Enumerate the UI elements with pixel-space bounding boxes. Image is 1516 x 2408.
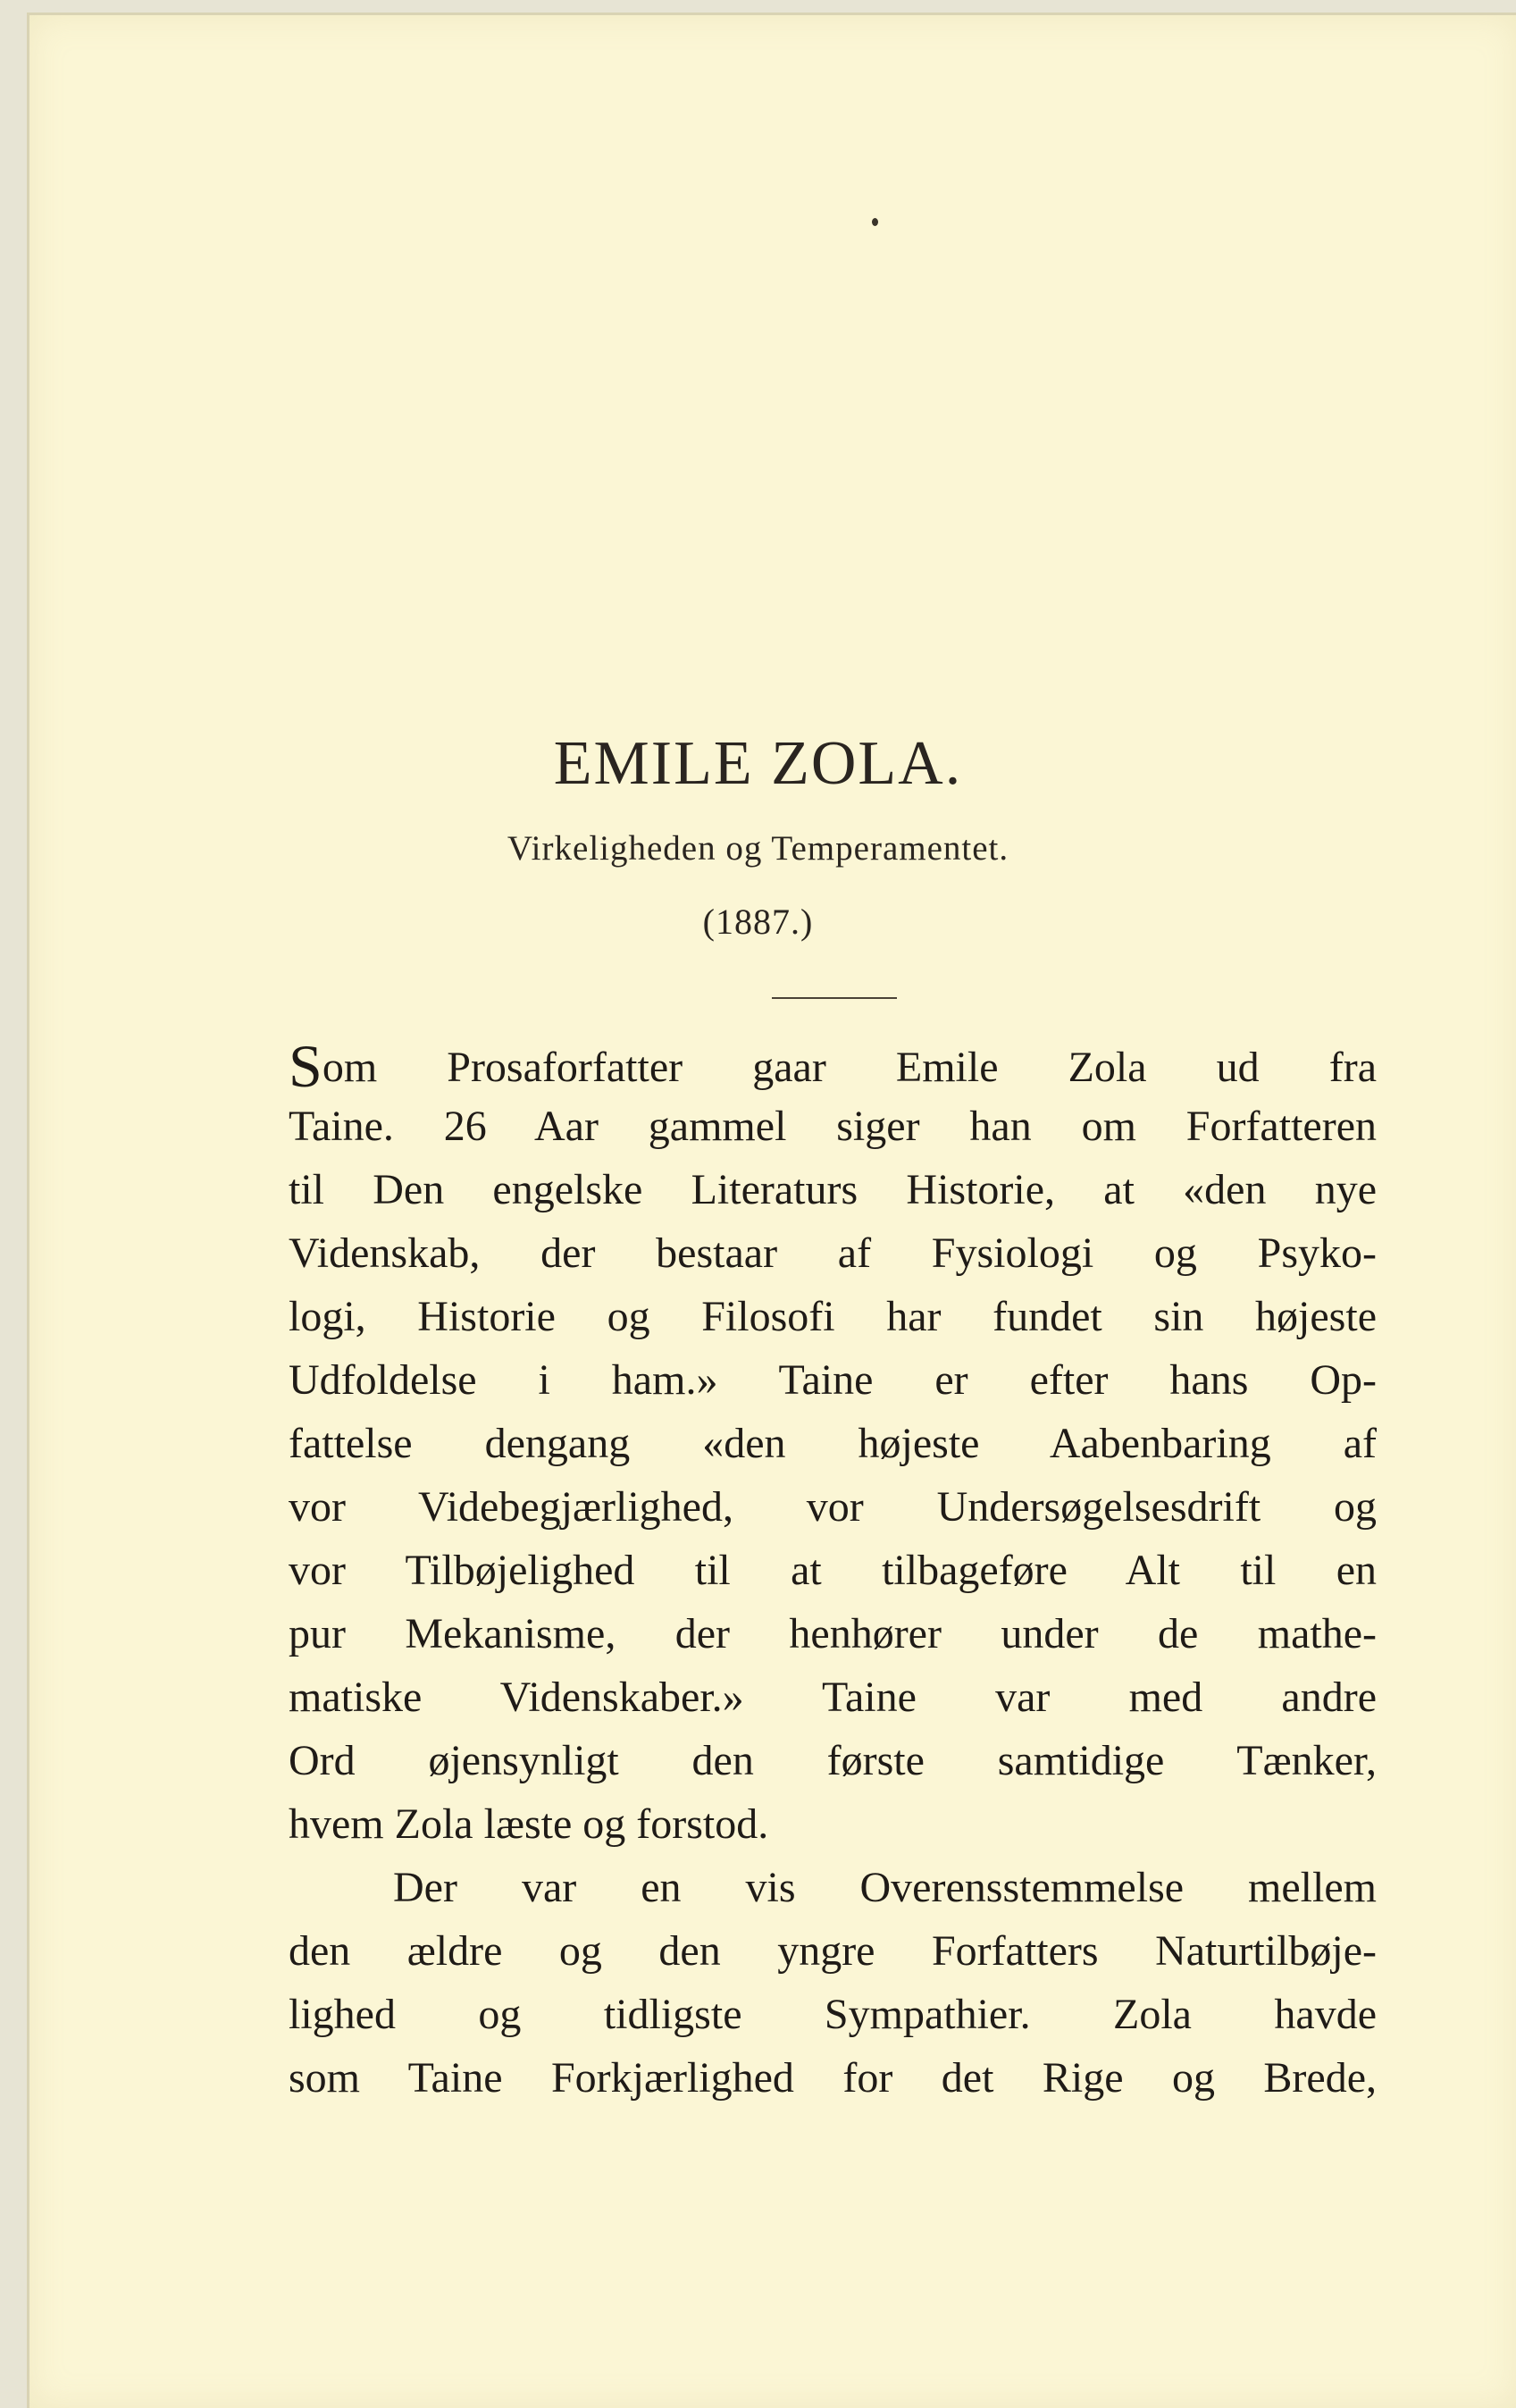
text-line: matiske Videnskaber.» Taine var med andre [289,1674,1377,1721]
text-line: den ældre og den yngre Forfatters Naturtilbøje- [289,1927,1377,1975]
text-line: hvem Zola læste og forstod. [289,1800,769,1848]
text-line: vor Tilbøjelighed til at tilbageføre Alt til en [289,1547,1377,1594]
text-line: vor Videbegjærlighed, vor Undersøgelsesdrift og [289,1483,1377,1531]
text-line: Taine. 26 Aar gammel siger han om Forfatteren [289,1103,1377,1150]
text-line: Der var en vis Overensstemmelse mellem [393,1864,1377,1911]
text-line: lighed og tidligste Sympathier. Zola havde [289,1991,1377,2038]
text-line: fattelse dengang «den højeste Aabenbaring af [289,1420,1377,1467]
drop-cap: S [289,1032,322,1100]
text-line: pur Mekanisme, der henhører under de mathe- [289,1610,1377,1657]
divider-rule [772,997,897,999]
year: (1887.) [702,902,814,942]
text-line: logi, Historie og Filosofi har fundet sin højeste [289,1293,1377,1340]
text-line: som Taine Forkjærlighed for det Rige og Brede, [289,2054,1377,2102]
ink-speck [872,218,878,226]
text-line: Videnskab, der bestaar af Fysiologi og Psyko- [289,1229,1377,1277]
text-line: til Den engelske Literaturs Historie, at «den nye [289,1166,1377,1213]
text-line: Som Prosaforfatter gaar Emile Zola ud fra [289,1032,1377,1100]
subtitle: Virkeligheden og Temperamentet. [507,829,1009,868]
text-line: Udfoldelse i ham.» Taine er efter hans Op- [289,1356,1377,1404]
page-title: EMILE ZOLA. [553,729,963,798]
text-line: Ord øjensynligt den første samtidige Tænker, [289,1737,1377,1784]
